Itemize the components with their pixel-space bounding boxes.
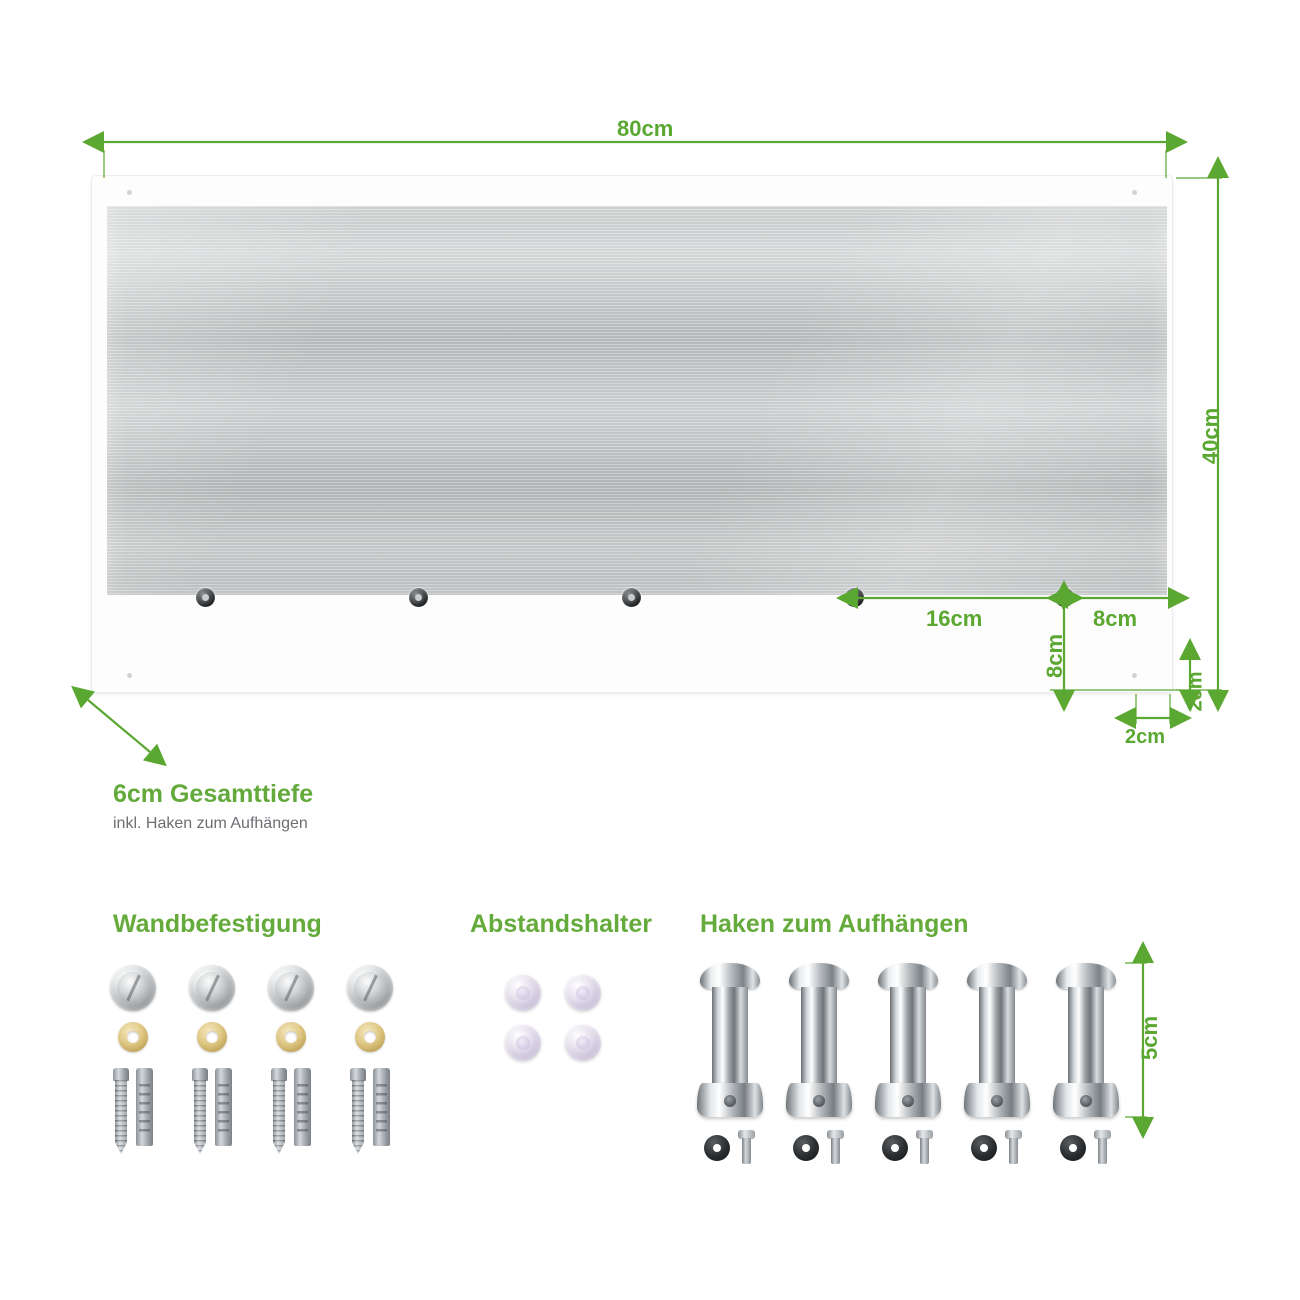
hook-bolt <box>827 1130 844 1164</box>
panel-corner-dot <box>1132 190 1137 195</box>
dimension-edge-offset-bottom-label: 8cm <box>1042 633 1067 679</box>
stainless-steel-surface <box>107 206 1167 595</box>
screw <box>192 1068 208 1154</box>
brass-washer <box>197 1022 227 1052</box>
screw-cap <box>268 965 314 1011</box>
brass-washer <box>355 1022 385 1052</box>
mount-hole <box>845 588 864 607</box>
spacer-pad <box>505 975 541 1011</box>
hook-washer <box>793 1135 819 1161</box>
panel-corner-dot <box>127 190 132 195</box>
wall-plug <box>294 1068 311 1146</box>
dimension-hook-height-label: 5cm <box>1137 1015 1162 1061</box>
hook-bolt <box>738 1130 755 1164</box>
mount-hole <box>409 588 428 607</box>
hook-washer <box>704 1135 730 1161</box>
spacer-pad <box>505 1025 541 1061</box>
hook-bolt <box>1094 1130 1111 1164</box>
hook-washer <box>1060 1135 1086 1161</box>
wall-hook <box>1053 963 1119 1117</box>
screw <box>113 1068 129 1154</box>
hook-bolt <box>916 1130 933 1164</box>
screw-cap <box>110 965 156 1011</box>
mount-hole <box>1055 588 1074 607</box>
panel-corner-dot <box>1132 673 1137 678</box>
screw-cap <box>189 965 235 1011</box>
mount-hole <box>622 588 641 607</box>
brass-washer <box>118 1022 148 1052</box>
screw <box>271 1068 287 1154</box>
mount-hole <box>196 588 215 607</box>
wall-hook <box>786 963 852 1117</box>
dimension-margin-bottom-label: 2cm <box>1125 726 1166 748</box>
section-title-abstandshalter: Abstandshalter <box>470 910 652 938</box>
hook-washer <box>882 1135 908 1161</box>
wall-plug <box>373 1068 390 1146</box>
hook-bolt <box>1005 1130 1022 1164</box>
depth-note-subtitle: inkl. Haken zum Aufhängen <box>113 815 308 832</box>
screw <box>350 1068 366 1154</box>
wall-hook <box>875 963 941 1117</box>
screw-cap <box>347 965 393 1011</box>
dimension-height-label: 40cm <box>1198 407 1223 465</box>
section-title-wandbefestigung: Wandbefestigung <box>113 910 322 938</box>
wall-plug <box>136 1068 153 1146</box>
dimension-width-label: 80cm <box>617 116 674 141</box>
spacer-pad <box>565 1025 601 1061</box>
wall-plug <box>215 1068 232 1146</box>
depth-note-title: 6cm Gesamttiefe <box>113 780 314 808</box>
panel-corner-dot <box>127 673 132 678</box>
dimension-edge-offset-right-label: 8cm <box>1093 606 1138 631</box>
section-title-haken: Haken zum Aufhängen <box>700 910 969 938</box>
dimension-hole-spacing-label: 16cm <box>926 606 983 631</box>
brass-washer <box>276 1022 306 1052</box>
dimension-margin-right-label: 2cm <box>1184 671 1207 712</box>
wall-hook <box>964 963 1030 1117</box>
wall-hook <box>697 963 763 1117</box>
spacer-pad <box>565 975 601 1011</box>
hook-washer <box>971 1135 997 1161</box>
